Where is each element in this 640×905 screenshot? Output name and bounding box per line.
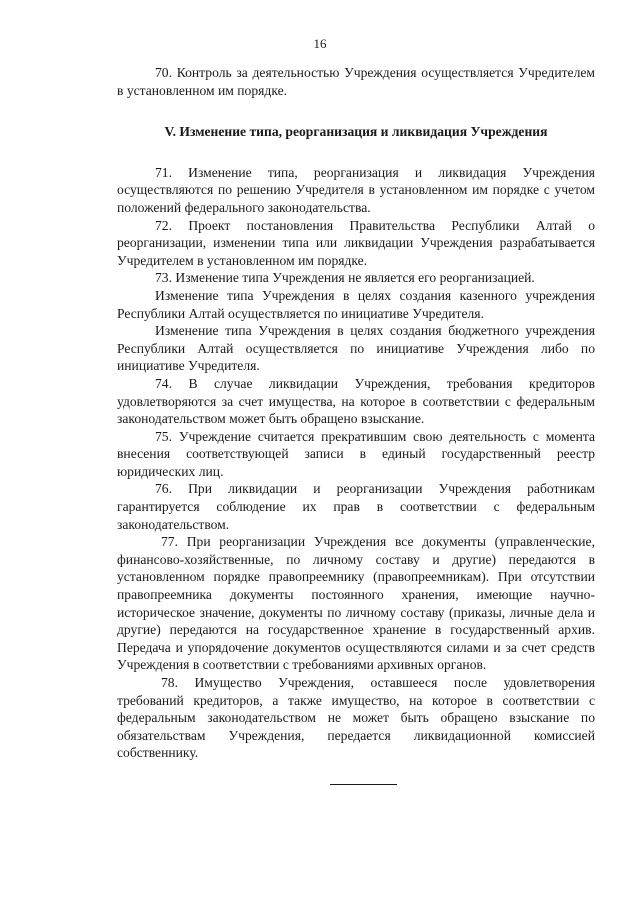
- paragraph-74: 74. В случае ликвидации Учреждения, требования кредиторов удовлетворяются за счет имущества, на которое в соответствии с федеральным законодательством может быть обращено взыскание.: [117, 375, 595, 427]
- paragraph-73-kazennoe: Изменение типа Учреждения в целях создания казенного учреждения Республики Алтай осуществляется по инициативе Учредителя.: [117, 287, 595, 321]
- paragraph-73: 73. Изменение типа Учреждения не является его реорганизацией.: [155, 270, 535, 286]
- paragraph-72: 72. Проект постановления Правительства Республики Алтай о реорганизации, изменении типа или ликвидации Учреждения разрабатывается Учредителем в установленном им порядке.: [117, 217, 595, 268]
- end-divider-line: [330, 784, 397, 785]
- paragraph-71: 71. Изменение типа, реорганизация и ликвидация Учреждения осуществляются по решению Учредителя в установленном им порядке с учетом положений федерального законодательства.: [117, 164, 595, 215]
- paragraph-70: 70. Контроль за деятельностью Учреждения осуществляется Учредителем в установленном им порядке.: [117, 65, 595, 98]
- paragraph-75: 75. Учреждение считается прекратившим свою деятельность с момента внесения соответствующей записи в единый государственный реестр юридических лиц.: [117, 428, 595, 479]
- section-heading: V. Изменение типа, реорганизация и ликвидация Учреждения: [164, 124, 548, 140]
- paragraph-77: 77. При реорганизации Учреждения все документы (управленческие, финансово-хозяйственные, по личному составу и другие) передаются в установленном порядке правопреемнику (правопреемникам). При отсутствии правопреемника документы постоянного хранения, имеющие научно-историческое значение, документы по личному составу (приказы, личные дела и другие) передаются на государственное хранение в государственный архив. Передача и упорядочение документов осуществляются силами и за счет средств Учреждения в соответствии с требованиями архивных органов.: [117, 534, 595, 673]
- paragraph-76: 76. При ликвидации и реорганизации Учреждения работникам гарантируется соблюдение их прав в соответствии с федеральным законодательством.: [117, 481, 595, 532]
- document-body: [117, 64, 595, 762]
- page-number: 16: [313, 36, 327, 51]
- paragraph-73-byudzhetnoe: Изменение типа Учреждения в целях создания бюджетного учреждения Республики Алтай осуществляется по инициативе Учреждения либо по инициативе Учредителя.: [117, 323, 595, 374]
- paragraph-78: 78. Имущество Учреждения, оставшееся после удовлетворения требований кредиторов, а также имущество, на которое в соответствии с федеральным законодательством не может быть обращено взыскание по обязательствам Учреждения, передается ликвидационной комиссией собственнику.: [117, 675, 595, 761]
